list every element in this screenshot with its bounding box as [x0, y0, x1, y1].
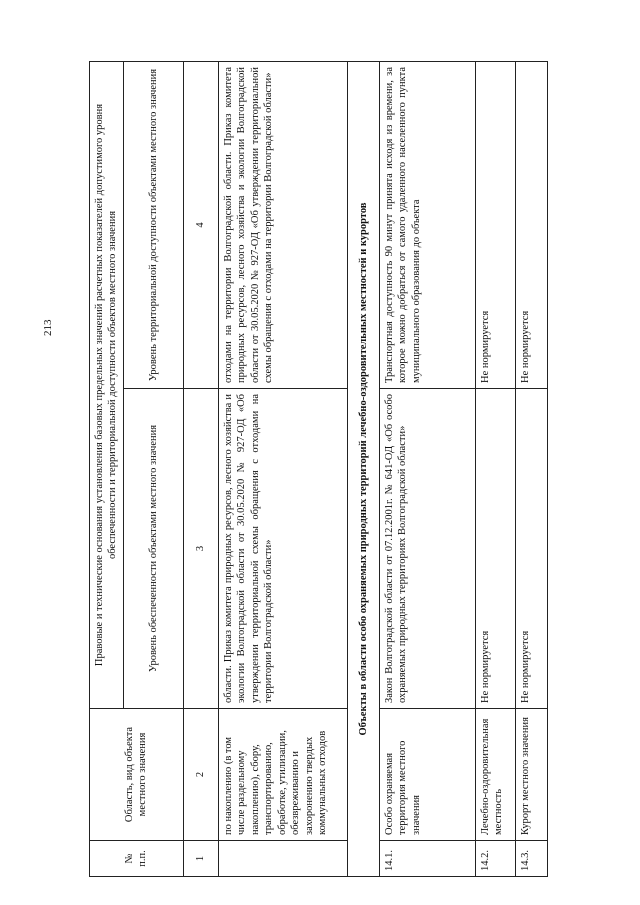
row-access: Не нормируется: [515, 62, 547, 389]
page-number: 213: [42, 319, 54, 336]
table-row: [475, 62, 515, 877]
row-supply: области. Приказ комитета природных ресурсов, лесного хозяйства и экологии Волгоградской области от 30.05.2020 № 927-ОД «Об утверждении территориальной схемы обращения с отходами на территории Волгоградской области»: [218, 389, 347, 709]
column-number: 3: [183, 389, 218, 709]
row-area: Курорт местного значения: [515, 709, 547, 841]
table-row: [379, 62, 475, 877]
header-basis: Правовые и технические основания установления базовых предельных значений расчетных показателей допустимого уровня обеспеченности и территориальной доступности объектов местного значения: [90, 62, 124, 709]
column-numbers-row: [183, 62, 218, 877]
row-supply: Не нормируется: [515, 389, 547, 709]
row-number: [218, 841, 347, 877]
row-number: 14.3.: [515, 841, 547, 877]
row-access: Не нормируется: [475, 62, 515, 389]
table-row: [515, 62, 547, 877]
rotated-table-container: [89, 62, 542, 877]
row-number: 14.2.: [475, 841, 515, 877]
header-access-level: Уровень территориальной доступности объектами местного значения: [123, 62, 183, 389]
row-supply: Закон Волгоградской области от 07.12.2001г. № 641-ОД «Об особо охраняемых природных территориях Волгоградской области»: [379, 389, 475, 709]
column-number: 4: [183, 62, 218, 389]
table-row-continuation: [218, 62, 347, 877]
row-number: 14.1.: [379, 841, 475, 877]
row-supply: Не нормируется: [475, 389, 515, 709]
header-row-top: [90, 62, 124, 877]
row-area: Лечебно-оздоровительная местность: [475, 709, 515, 841]
header-number: № п.п.: [90, 841, 184, 877]
row-area: Особо охраняемая территория местного значения: [379, 709, 475, 841]
row-access: Транспортная доступность 90 минут принята исходя из времени, за которое можно добраться от самого удаленного населенного пункта муниципального образования до объекта: [379, 62, 475, 389]
header-supply-level: Уровень обеспеченности объектами местного значения: [123, 389, 183, 709]
regulation-table: [89, 61, 548, 877]
header-area: Область, вид объекта местного значения: [90, 709, 184, 841]
section-title: Объекты в области особо охраняемых природных территорий лечебно-оздоровительных местностей и курортов: [347, 62, 379, 877]
row-access: отходами на территории Волгоградской области. Приказ комитета природных ресурсов, лесного хозяйства и экологии Волгоградской области от 30.05.2020 № 927-ОД «Об утверждении территориальной схемы обращения с отходами на территории Волгоградской области»: [218, 62, 347, 389]
column-number: 2: [183, 709, 218, 841]
section-heading-row: [347, 62, 379, 877]
row-area: по накоплению (в том числе раздельному накоплению), сбору, транспортированию, обработке, утилизации, обезвреживанию и захоронению твердых коммунальных отходов: [218, 709, 347, 841]
column-number: 1: [183, 841, 218, 877]
